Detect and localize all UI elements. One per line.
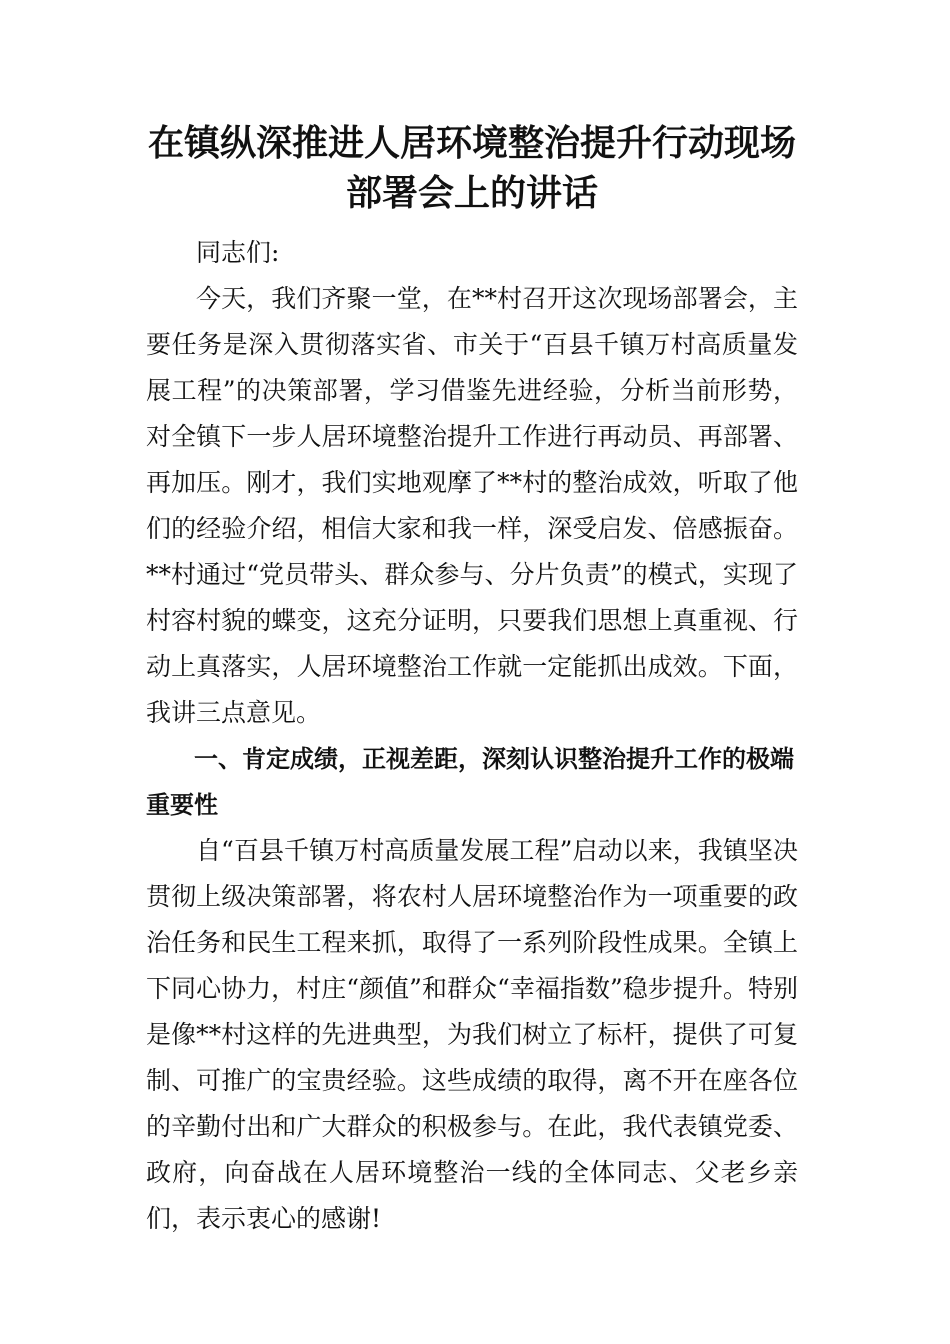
title-line-2: 部署会上的讲话: [345, 172, 598, 214]
section-1-paragraph: 自“百县千镇万村高质量发展工程”启动以来，我镇坚决贯彻上级决策部署，将农村人居环境整治作为一项重要的政治任务和民生工程来抓，取得了一系列阶段性成果。全镇上下同心协力，村庄“颜值”和群众“幸福指数”稳步提升。特别是像**村这样的先进典型，为我们树立了标杆，提供了可复制、可推广的宝贵经验。这些成绩的取得，离不开在座各位的辛勤付出和广大群众的积极参与。在此，我代表镇党委、政府，向奋战在人居环境整治一线的全体同志、父老乡亲们，表示衷心的感谢!: [146, 836, 798, 1233]
intro-paragraph: 今天，我们齐聚一堂，在**村召开这次现场部署会，主要任务是深入贯彻落实省、市关于“百县千镇万村高质量发展工程”的决策部署，学习借鉴先进经验，分析当前形势，对全镇下一步人居环境整治提升工作进行再动员、再部署、再加压。刚才，我们实地观摩了**村的整治成效，听取了他们的经验介绍，相信大家和我一样，深受启发、倍感振奋。**村通过“党员带头、群众参与、分片负责”的模式，实现了村容村貌的蝶变，这充分证明，只要我们思想上真重视、行动上真落实，人居环境整治工作就一定能抓出成效。下面，我讲三点意见。: [146, 284, 798, 727]
section-1-heading: 一、肯定成绩，正视差距，深刻认识整治提升工作的极端重要性: [146, 745, 794, 819]
document-title: [146, 118, 798, 218]
title-line-1: 在镇纵深推进人居环境整治提升行动现场: [147, 122, 796, 164]
salutation: 同志们:: [196, 238, 280, 267]
document-page: [146, 118, 798, 1242]
